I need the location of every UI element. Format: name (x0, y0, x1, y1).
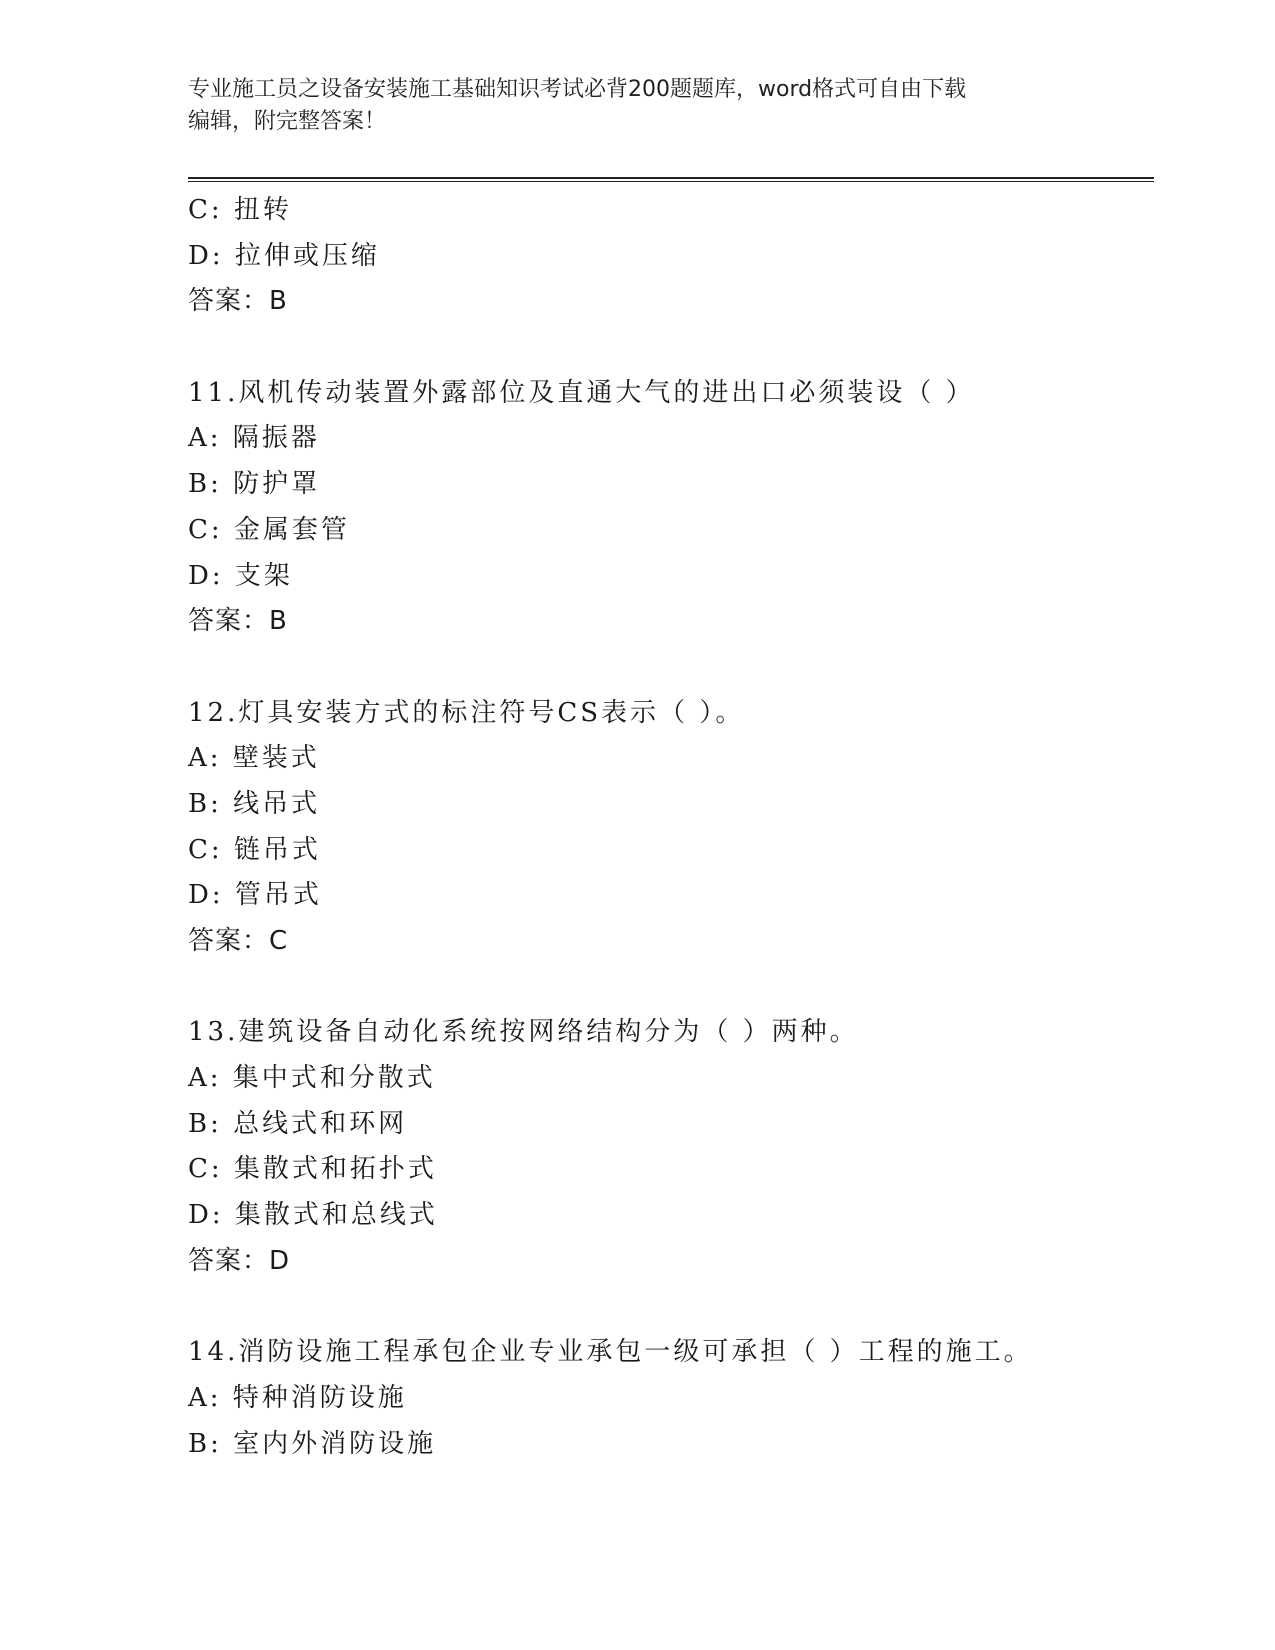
option-d: D: 管吊式 (188, 880, 322, 911)
spacer (188, 645, 1148, 691)
option-c: C: 集散式和拓扑式 (188, 1154, 437, 1185)
option-c: C: 扭转 (188, 195, 292, 225)
answer-line: 答案：B (188, 286, 288, 317)
option-d: D: 支架 (188, 560, 293, 591)
option-a: A: 隔振器 (188, 423, 320, 454)
option-a: A: 壁装式 (188, 743, 320, 774)
option-a: A: 特种消防设施 (188, 1382, 407, 1413)
question-stem: 14.消防设施工程承包企业专业承包一级可承担（ ）工程的施工。 (188, 1337, 1033, 1368)
answer-line: 答案：C (188, 926, 289, 956)
question-block-13 (188, 1010, 1148, 1284)
option-c: C: 链吊式 (188, 834, 321, 865)
option-b: B: 防护罩 (188, 469, 321, 500)
option-b: B: 总线式和环网 (188, 1108, 408, 1139)
question-block-14 (188, 1330, 1148, 1467)
option-d: D: 集散式和总线式 (188, 1200, 438, 1231)
question-stem: 13.建筑设备自动化系统按网络结构分为（ ）两种。 (188, 1017, 859, 1048)
document-header (188, 74, 1088, 138)
answer-line: 答案：B (188, 606, 288, 637)
question-block-12 (188, 691, 1148, 965)
header-title-line-2: 编辑，附完整答案！ (188, 109, 387, 134)
header-divider-thick (188, 177, 1154, 179)
question-list (188, 188, 1148, 1467)
question-stem: 11.风机传动装置外露部位及直通大气的进出口必须装设（ ） (188, 377, 975, 408)
option-a: A: 集中式和分散式 (188, 1063, 436, 1094)
spacer (188, 1285, 1148, 1331)
option-c: C: 金属套管 (188, 514, 350, 545)
header-divider-thin (188, 181, 1154, 182)
spacer (188, 965, 1148, 1011)
question-stem: 12.灯具安装方式的标注符号CS表示（ ）。 (188, 697, 745, 728)
spacer (188, 325, 1148, 371)
option-b: B: 线吊式 (188, 788, 321, 819)
option-b: B: 室内外消防设施 (188, 1428, 437, 1459)
question-block-partial (188, 188, 1148, 325)
answer-line: 答案：D (188, 1245, 291, 1276)
option-d: D: 拉伸或压缩 (188, 240, 380, 271)
question-block-11 (188, 371, 1148, 645)
header-title-line-1: 专业施工员之设备安装施工基础知识考试必背200题题库，word格式可自由下载 (188, 77, 967, 102)
